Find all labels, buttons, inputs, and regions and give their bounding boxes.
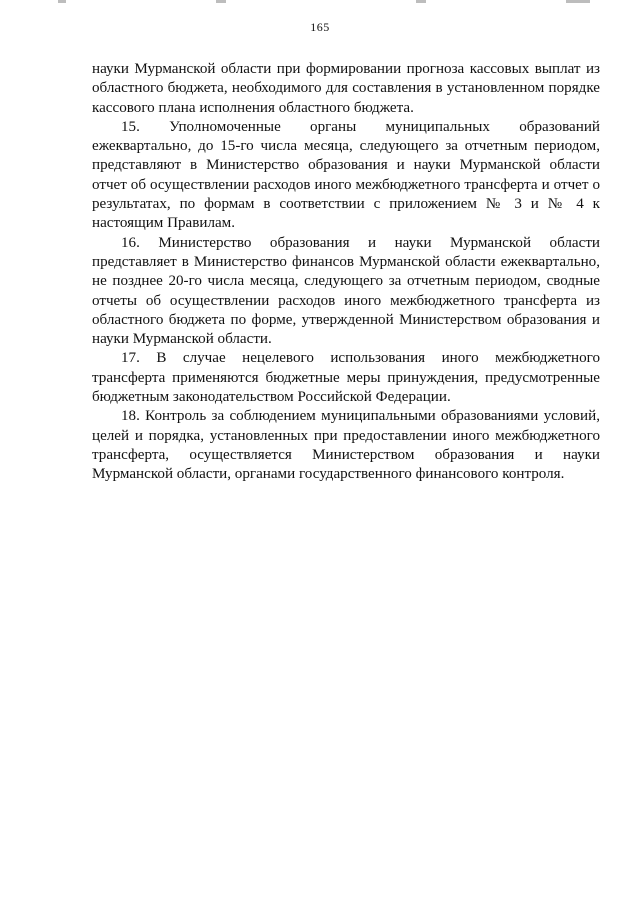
paragraph-15: 15. Уполномоченные органы муниципальных образований ежеквартально, до 15-го числа месяца, следующего за отчетным периодом, представляют в Министерство образования и науки Мурманской области отчет об осуществлении расходов иного межбюджетного трансферта и отчет о результатах, по формам в соответствии с приложением № 3 и № 4 к настоящим Правилам. — [92, 118, 600, 232]
page-number: 165 — [310, 20, 330, 34]
paragraph-16: 16. Министерство образования и науки Мурманской области представляет в Министерство финансов Мурманской области ежеквартально, не позднее 20-го числа месяца, следующего за отчетным периодом, сводные отчеты об осуществлении расходов иного межбюджетного трансферта из областного бюджета по форме, утвержденной Министерством образования и науки Мурманской области. — [92, 234, 600, 348]
paragraph-18: 18. Контроль за соблюдением муниципальными образованиями условий, целей и порядка, установленных при предоставлении иного межбюджетного трансферта, осуществляется Министерством образования и науки Мурманской области, органами государственного финансового контроля. — [92, 408, 600, 483]
document-body — [92, 60, 600, 485]
paragraph-17: 17. В случае нецелевого использования иного межбюджетного трансферта применяются бюджетные меры принуждения, предусмотренные бюджетным законодательством Российской Федерации. — [92, 350, 600, 406]
scan-edge-marks — [0, 0, 640, 6]
paragraph-continuation: науки Мурманской области при формировании прогноза кассовых выплат из областного бюджета, необходимого для составления в установленном порядке кассового плана исполнения областного бюджета. — [92, 61, 600, 116]
